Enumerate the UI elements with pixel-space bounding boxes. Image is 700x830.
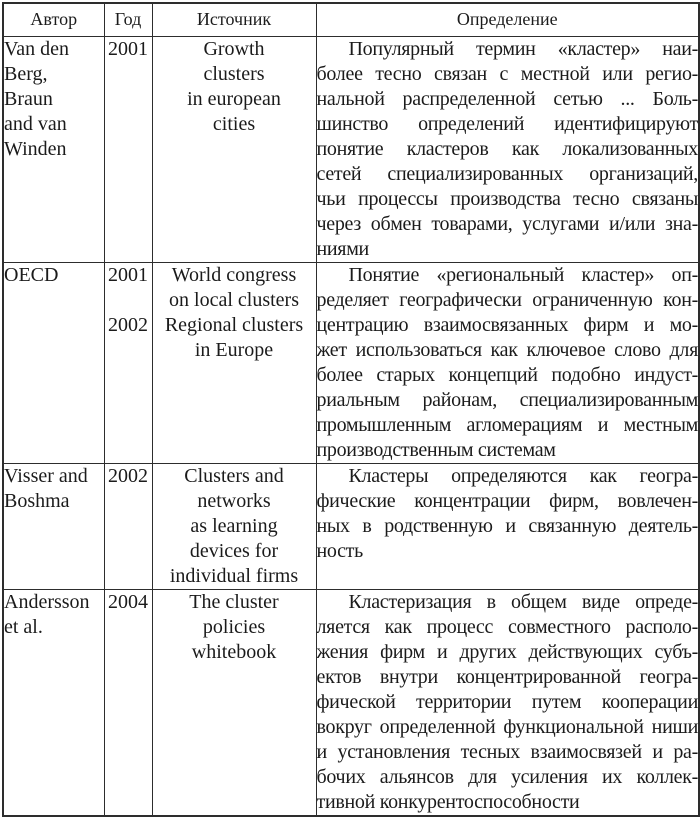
cell-line: cities: [212, 112, 256, 135]
year-cell: [104, 36, 152, 262]
table-row: [3, 262, 699, 463]
cell-line: Growth: [203, 37, 265, 60]
cell-line: and van: [4, 112, 67, 135]
cell-line: Кластеризация в общем виде опреде-: [348, 590, 698, 613]
document-page: [0, 2, 700, 830]
header-definition: Определение: [316, 3, 699, 36]
source-cell: [152, 36, 316, 262]
source-cell: [152, 262, 316, 463]
cell-line: жения фирм и других действующих субъ-: [316, 640, 698, 663]
cell-line: шинство определений идентифицируют: [316, 112, 698, 135]
cell-line: 2001: [108, 263, 148, 286]
table-row: [3, 36, 699, 262]
cell-line: 2004: [108, 590, 148, 613]
cell-line: ектов внутри концентрированной геогра-: [316, 665, 698, 688]
cell-line: жет использоваться как ключевое слово для: [316, 338, 698, 361]
cell-line: чьи процессы производства тесно связаны: [316, 187, 698, 210]
cell-line: ниями: [316, 237, 369, 260]
cell-line: Кластеры определяются как геогра-: [348, 464, 698, 487]
cell-line: 2002: [108, 313, 148, 336]
cell-line: центрацию взаимосвязанных фирм и мо-: [316, 313, 698, 336]
cell-line: Visser and: [4, 464, 88, 487]
cell-line: whitebook: [191, 640, 277, 663]
cell-line: более старых концепций подобно индуст-: [316, 363, 698, 386]
cell-line: более тесно связан с местной или регио-: [316, 62, 698, 85]
author-cell: [3, 463, 104, 589]
cell-line: OECD: [4, 263, 59, 286]
source-cell: [152, 589, 316, 816]
cell-line: as learning: [190, 514, 278, 537]
cell-line: Berg,: [4, 62, 48, 85]
table-row: [3, 589, 699, 816]
cell-line: clusters: [203, 62, 265, 85]
cell-line: et al.: [4, 615, 43, 638]
cell-line: [105, 288, 152, 313]
cell-line: Van den: [4, 37, 69, 60]
cell-line: и установления тесных взаимосвязей и ра-: [316, 740, 698, 763]
cell-line: Braun: [4, 87, 53, 110]
cell-line: производственным системам: [316, 438, 556, 461]
cell-line: тивной конкурентоспособности: [316, 790, 580, 813]
author-cell: [3, 262, 104, 463]
cell-line: нальной распределенной сетью ... Боль-: [316, 87, 698, 110]
year-cell: [104, 589, 152, 816]
cell-line: Понятие «региональный кластер» оп-: [348, 263, 698, 286]
cell-line: devices for: [189, 539, 279, 562]
author-cell: [3, 589, 104, 816]
definition-cell: [316, 36, 699, 262]
source-cell: [152, 463, 316, 589]
cell-line: риальным районам, специализированным: [316, 388, 698, 411]
header-year: Год: [104, 3, 152, 36]
header-row: [3, 3, 699, 36]
cell-line: через обмен товарами, услугами и/или зна-: [316, 212, 698, 235]
cell-line: ных в родственную и связанную деятель-: [316, 514, 698, 537]
header-source: Источник: [152, 3, 316, 36]
cell-line: промышленным агломерациям и местным: [316, 413, 698, 436]
cell-line: Winden: [4, 137, 67, 160]
header-author: Автор: [3, 3, 104, 36]
cell-line: Regional clusters: [164, 313, 304, 336]
cell-line: ределяет географически ограниченную кон-: [316, 288, 698, 311]
table-row: [3, 463, 699, 589]
cell-line: in european: [187, 87, 281, 110]
cell-line: The cluster: [189, 590, 279, 613]
cell-line: World congress: [171, 263, 297, 286]
cell-line: понятие кластеров как локализованных: [316, 137, 698, 160]
definitions-table: [2, 2, 700, 817]
author-cell: [3, 36, 104, 262]
cell-line: фической территории путем кооперации: [316, 690, 698, 713]
cell-line: in Europe: [194, 338, 274, 361]
cell-line: Andersson: [4, 590, 90, 613]
cell-line: сетей специализированных организаций,: [316, 162, 698, 185]
cell-line: 2001: [108, 37, 148, 60]
table-header: [3, 3, 699, 36]
year-cell: [104, 463, 152, 589]
cell-line: policies: [202, 615, 266, 638]
year-cell: [104, 262, 152, 463]
cell-line: бочих альянсов для усиления их коллек-: [316, 765, 698, 788]
definition-cell: [316, 463, 699, 589]
cell-line: фические концентрации фирм, вовлечен-: [316, 489, 698, 512]
cell-line: 2002: [108, 464, 148, 487]
cell-line: individual firms: [169, 564, 299, 587]
cell-line: Популярный термин «кластер» наи-: [348, 37, 698, 60]
cell-line: Clusters and: [184, 464, 284, 487]
cell-line: Boshma: [4, 489, 70, 512]
cell-line: ляется как процесс совместного располо-: [316, 615, 698, 638]
cell-line: ность: [316, 539, 363, 562]
cell-line: on local clusters: [169, 288, 299, 311]
cell-line: networks: [197, 489, 271, 512]
definition-cell: [316, 589, 699, 816]
cell-line: вокруг определенной функциональной ниши: [316, 715, 698, 738]
definition-cell: [316, 262, 699, 463]
table-body: [3, 36, 699, 816]
